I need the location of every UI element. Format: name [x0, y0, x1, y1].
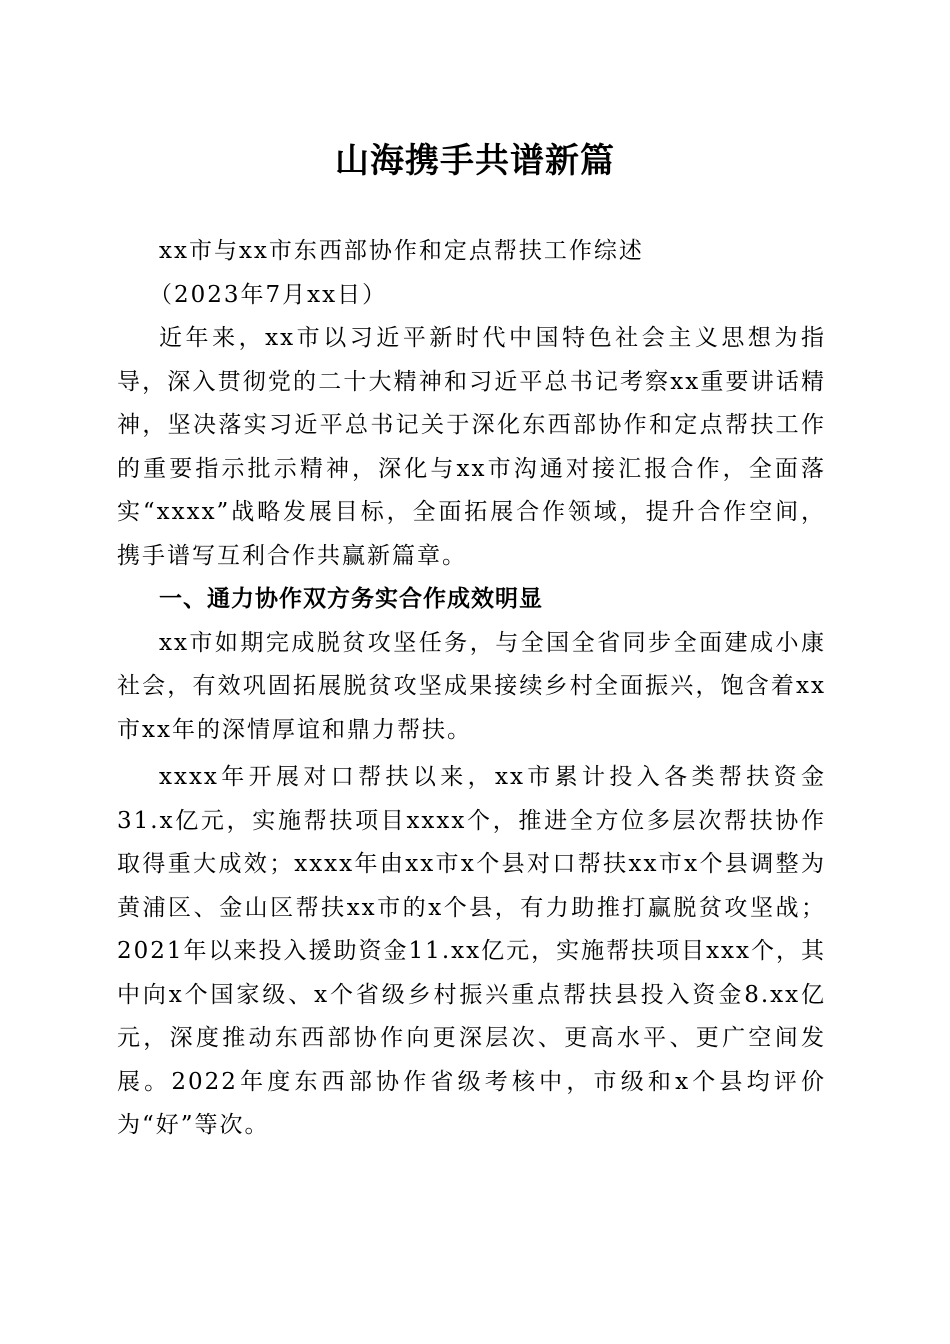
document-date: （2023年7月xx日）	[149, 281, 388, 308]
section-heading: 一、通力协作双方务实合作成效明显	[159, 586, 543, 612]
body-paragraph: xxxx年开展对口帮扶以来，xx市累计投入各类帮扶资金31.x亿元，实施帮扶项目xxxx个，推进全方位多层次帮扶协作取得重大成效；xxxx年由xx市x个县对口帮扶xx市x个县调整为黄浦区、金山区帮扶xx市的x个县，有力助推打赢脱贫攻坚战；2021年以来投入援助资金11.xx亿元，实施帮扶项目xxx个，其中向x个国家级、x个省级乡村振兴重点帮扶县投入资金8.xx亿元，深度推动东西部协作向更深层次、更高水平、更广空间发展。2022年度东西部协作省级考核中，市级和x个县均评价为“好”等次。	[117, 764, 826, 1138]
document-body	[117, 230, 826, 1148]
body-paragraph: xx市如期完成脱贫攻坚任务，与全国全省同步全面建成小康社会，有效巩固拓展脱贫攻坚成果接续乡村全面振兴，饱含着xx市xx年的深情厚谊和鼎力帮扶。	[117, 629, 826, 743]
intro-paragraph: 近年来，xx市以习近平新时代中国特色社会主义思想为指导，深入贯彻党的二十大精神和习近平总书记考察xx重要讲话精神，坚决落实习近平总书记关于深化东西部协作和定点帮扶工作的重要指示批示精神，深化与xx市沟通对接汇报合作，全面落实“xxxx”战略发展目标，全面拓展合作领域，提升合作空间，携手谱写互利合作共赢新篇章。	[117, 325, 826, 569]
document-title: 山海携手共谱新篇	[335, 141, 615, 181]
document-subtitle: xx市与xx市东西部协作和定点帮扶工作综述	[159, 238, 644, 264]
